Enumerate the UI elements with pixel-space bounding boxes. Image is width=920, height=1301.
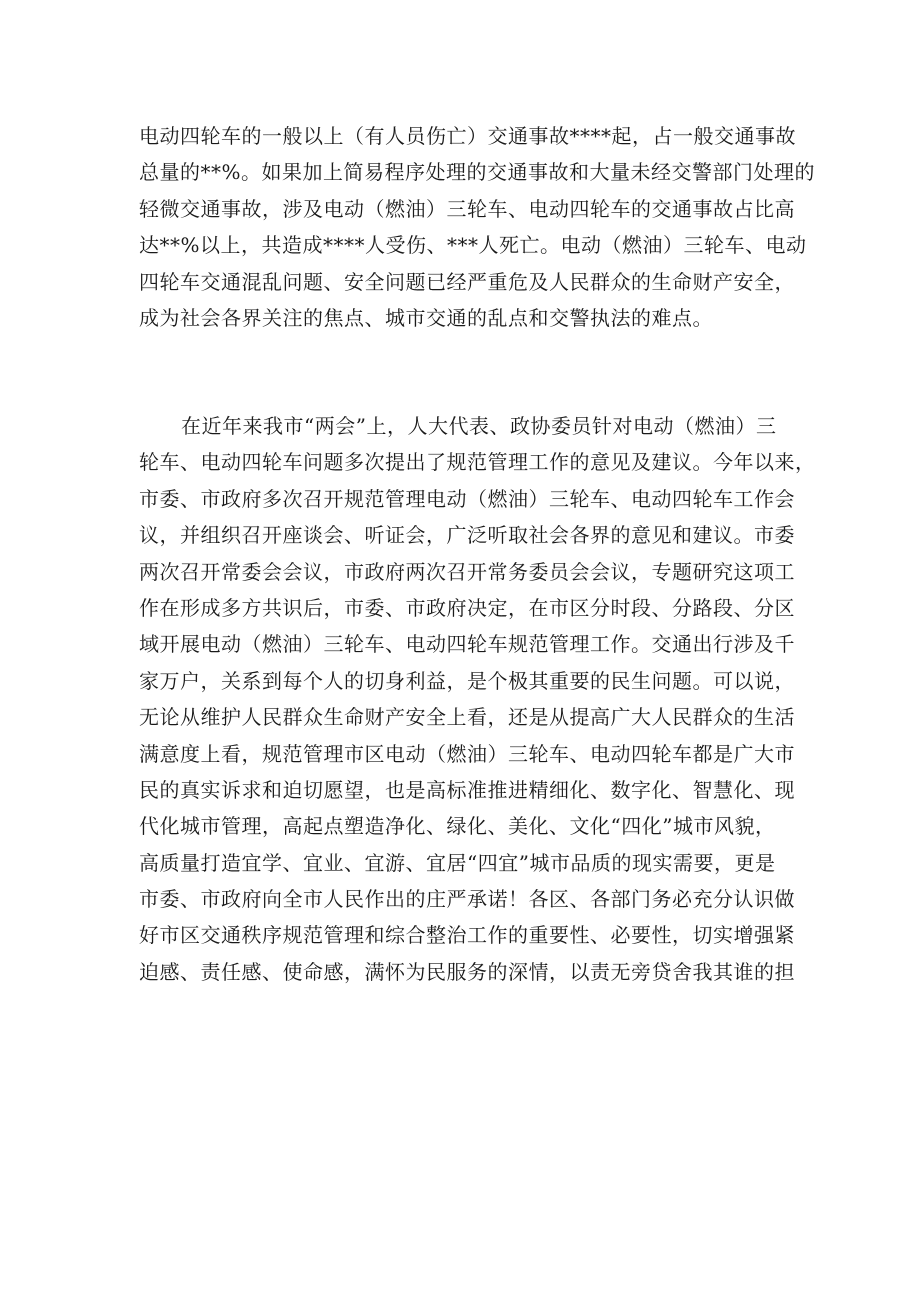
paragraph-1	[139, 118, 816, 336]
paragraph-line: 好市区交通秩序规范管理和综合整治工作的重要性、必要性，切实增强紧	[139, 923, 795, 948]
paragraph-line: 迫感、责任感、使命感，满怀为民服务的深情，以责无旁贷舍我其谁的担	[139, 959, 795, 984]
paragraph-line: 高质量打造宜学、宜业、宜游、宜居“四宜”城市品质的现实需要，更是	[139, 850, 776, 875]
paragraph-line: 轮车、电动四轮车问题多次提出了规范管理工作的意见及建议。今年以来，	[139, 450, 816, 475]
paragraph-line: 电动四轮车的一般以上（有人员伤亡）交通事故****起，占一般交通事故	[139, 124, 796, 148]
paragraph-line: 家万户，关系到每个人的切身利益，是个极其重要的民生问题。可以说，	[139, 668, 795, 693]
paragraph-line: 达**%以上，共造成****人受伤、***人死亡。电动（燃油）三轮车、电动	[139, 233, 807, 258]
paragraph-line: 作在形成多方共识后，市委、市政府决定，在市区分时段、分路段、分区	[139, 595, 795, 620]
paragraph-line: 代化城市管理，高起点塑造净化、绿化、美化、文化“四化”城市风貌，	[139, 814, 776, 839]
paragraph-line: 满意度上看，规范管理市区电动（燃油）三轮车、电动四轮车都是广大市	[139, 741, 795, 766]
paragraph-line: 民的真实诉求和迫切愿望，也是高标准推进精细化、数字化、智慧化、现	[139, 777, 795, 802]
paragraph-line: 域开展电动（燃油）三轮车、电动四轮车规范管理工作。交通出行涉及千	[139, 632, 795, 657]
paragraph-line: 市委、市政府多次召开规范管理电动（燃油）三轮车、电动四轮车工作会	[139, 486, 795, 511]
paragraph-line: 议，并组织召开座谈会、听证会，广泛听取社会各界的意见和建议。市委	[139, 523, 795, 548]
paragraph-line: 两次召开常委会会议，市政府两次召开常务委员会会议，专题研究这项工	[139, 559, 795, 584]
paragraph-line: 轻微交通事故，涉及电动（燃油）三轮车、电动四轮车的交通事故占比高	[139, 196, 795, 221]
paragraph-line: 市委、市政府向全市人民作出的庄严承诺！各区、各部门务必充分认识做	[139, 887, 795, 912]
paragraph-line: 四轮车交通混乱问题、安全问题已经严重危及人民群众的生命财产安全，	[139, 269, 795, 294]
paragraph-2	[139, 408, 816, 990]
paragraph-line: 无论从维护人民群众生命财产安全上看，还是从提高广大人民群众的生活	[139, 705, 795, 730]
paragraph-line: 成为社会各界关注的焦点、城市交通的乱点和交警执法的难点。	[139, 305, 713, 330]
paragraph-line: 在近年来我市“两会”上，人大代表、政协委员针对电动（燃油）三	[181, 414, 777, 438]
paragraph-line: 总量的**%。如果加上简易程序处理的交通事故和大量未经交警部门处理的	[139, 160, 816, 185]
